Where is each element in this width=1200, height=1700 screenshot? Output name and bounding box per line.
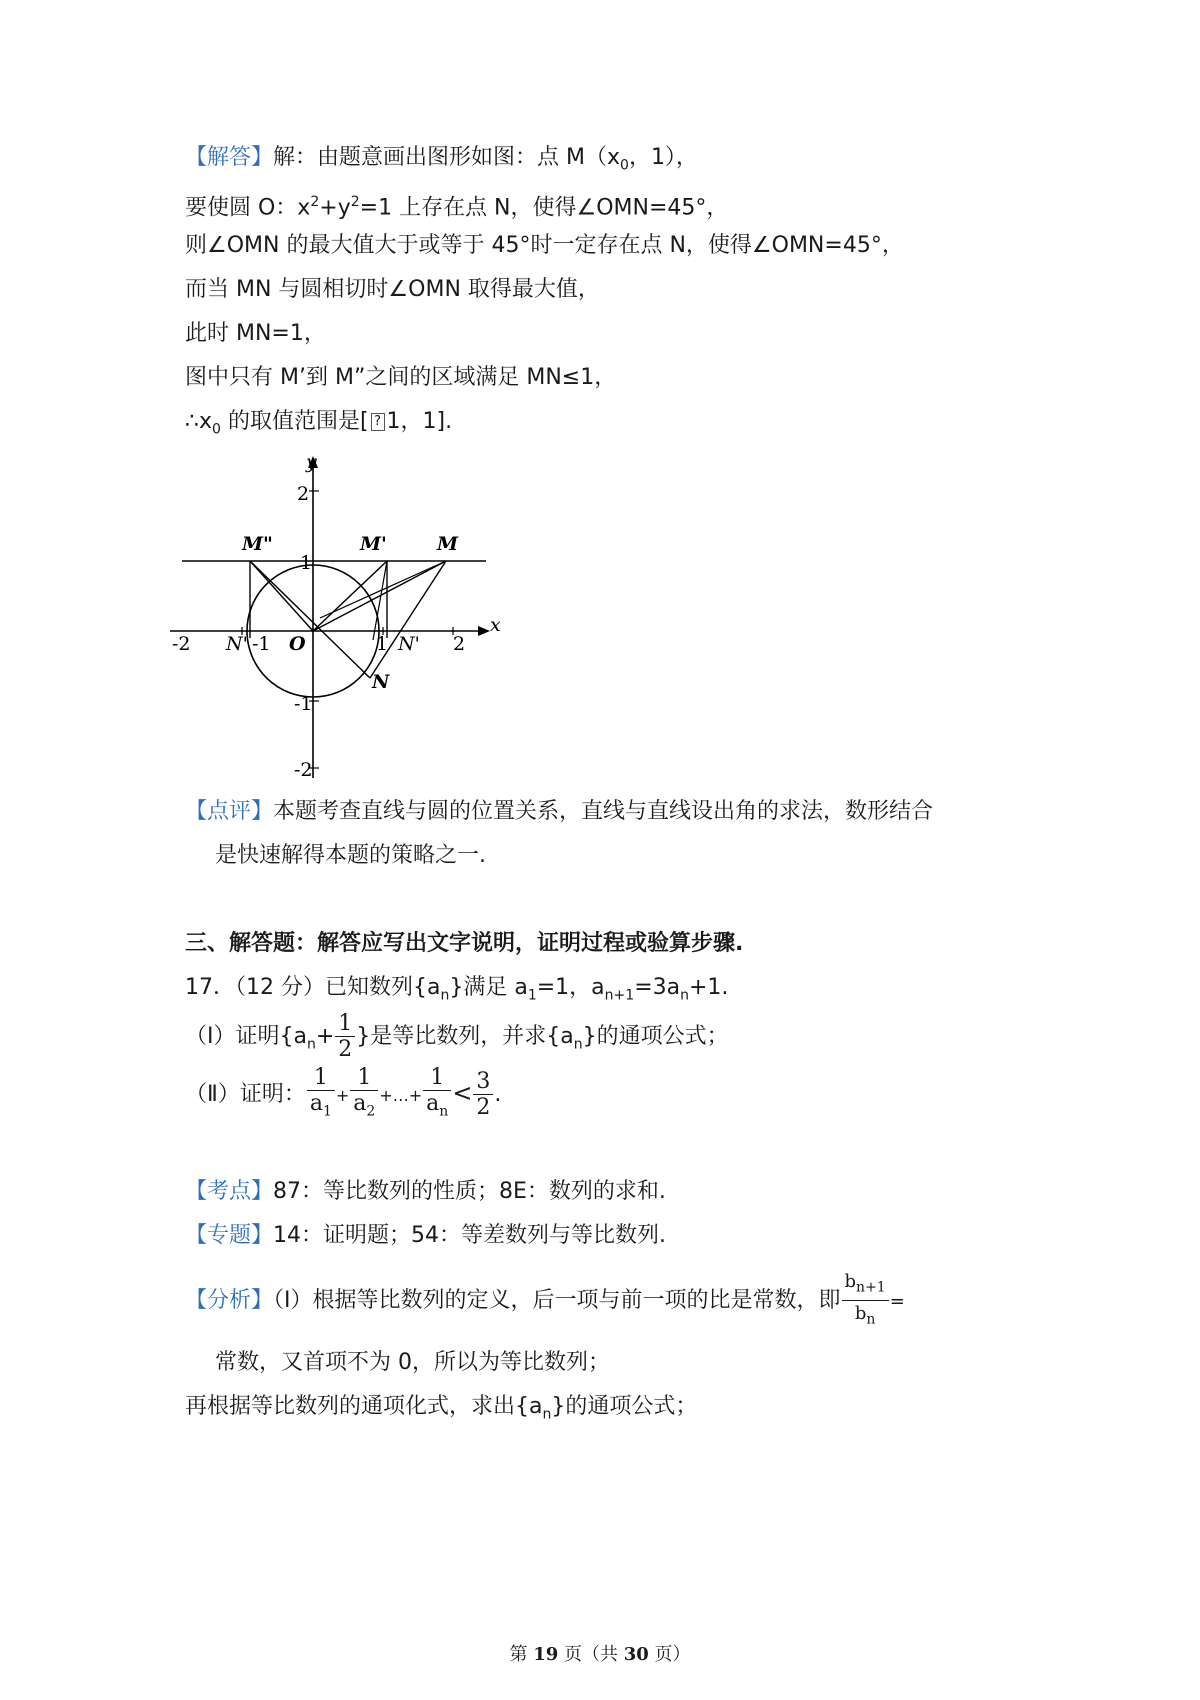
solution-line-7 <box>185 407 452 444</box>
label-point-m: M <box>437 533 459 555</box>
review-line-2: 是快速解得本题的策略之一. <box>215 843 486 868</box>
label-origin: O <box>289 633 306 655</box>
fraction-1-over-an <box>423 1066 451 1124</box>
den-var: a <box>309 1090 323 1116</box>
solution-text-1-end: ，1）， <box>628 145 698 170</box>
text: =1，a <box>536 975 605 1000</box>
denominator: 2 <box>338 1036 353 1062</box>
text: + <box>335 1086 350 1105</box>
solution-line-5: 此时 MN=1， <box>185 321 326 346</box>
numerator: 1 <box>335 1012 355 1037</box>
footer-text: 页） <box>648 1644 691 1665</box>
den-var: a <box>426 1090 440 1116</box>
q17-part2 <box>185 1063 501 1126</box>
review-tag: 【点评】 <box>185 799 274 824</box>
text: }的通项公式； <box>582 1024 729 1049</box>
text: + <box>315 1024 335 1049</box>
solution-text-1: 解：由题意画出图形如图：点 M（x <box>273 145 621 170</box>
tick-label-x-neg2: -2 <box>172 633 191 655</box>
tick-label-x-2: 2 <box>453 633 466 655</box>
subscript: 2 <box>366 1103 376 1120</box>
text: }满足 a <box>449 975 528 1000</box>
denominator <box>423 1091 451 1124</box>
page-number: 19 <box>533 1644 559 1665</box>
tick-label-y-2: 2 <box>297 483 310 505</box>
page-total: 30 <box>623 1644 649 1665</box>
kaodian-tag: 【考点】 <box>185 1179 274 1204</box>
subscript: 0 <box>212 421 221 438</box>
denominator <box>350 1091 378 1124</box>
subscript: 1 <box>322 1103 332 1120</box>
text: }是等比数列，并求{a <box>356 1024 574 1049</box>
fraction-one-half <box>335 1012 355 1063</box>
text: +y <box>319 195 351 221</box>
subscript: 1 <box>527 987 537 1004</box>
den-var: a <box>353 1090 367 1116</box>
superscript: 2 <box>310 194 320 210</box>
page-footer <box>0 1640 1200 1666</box>
solution-line-2 <box>185 187 728 223</box>
tick-label-x-1: 1 <box>376 633 389 655</box>
fenxi-tag: 【分析】 <box>185 1288 274 1314</box>
numerator: 1 <box>423 1066 451 1091</box>
review-text-1: 本题考查直线与圆的位置关系，直线与直线设出角的求法，数形结合 <box>273 799 934 824</box>
label-y: y <box>306 451 317 473</box>
text: < <box>452 1079 473 1107</box>
footer-text: 第 <box>509 1644 534 1665</box>
label-x: x <box>490 614 501 636</box>
numerator: 1 <box>307 1066 335 1091</box>
text: =3a <box>634 975 681 1000</box>
text: +…+ <box>379 1086 423 1105</box>
den-var: b <box>854 1302 867 1324</box>
text: 再根据等比数列的通项化式，求出{a <box>185 1394 543 1419</box>
subscript: n <box>439 1103 449 1120</box>
text: （Ⅱ）证明： <box>185 1082 306 1107</box>
tick-label-x-neg1: -1 <box>252 633 271 655</box>
subscript: n+1 <box>604 987 635 1004</box>
numerator <box>842 1270 889 1301</box>
fenxi-text-1: （Ⅰ）根据等比数列的定义，后一项与前一项的比是常数，即 <box>273 1288 841 1314</box>
text: . <box>494 1082 502 1107</box>
missing-glyph: ? <box>371 413 385 431</box>
label-point-m1: M' <box>360 533 387 555</box>
tick-label-y-neg1: -1 <box>294 693 313 715</box>
zhuanti-text: 14：证明题；54：等差数列与等比数列. <box>273 1223 666 1248</box>
denominator <box>842 1301 889 1333</box>
q17-head <box>185 973 728 1010</box>
coordinate-figure <box>170 448 510 788</box>
superscript: 2 <box>350 194 360 210</box>
zhuanti-tag: 【专题】 <box>185 1223 274 1248</box>
text: 17．（12 分）已知数列{a <box>185 975 441 1000</box>
numerator: 3 <box>473 1070 493 1095</box>
text: = <box>889 1291 905 1313</box>
fenxi-line-2: 常数，又首项不为 0，所以为等比数列； <box>215 1350 610 1375</box>
denominator <box>307 1091 335 1124</box>
x-axis-arrow <box>478 626 490 636</box>
subscript: n <box>866 1311 876 1328</box>
subscript: n <box>306 1036 316 1053</box>
fraction-1-over-a1 <box>307 1066 335 1124</box>
fenxi-line-1 <box>185 1270 905 1332</box>
text: +1. <box>688 975 729 1000</box>
section-heading: 三、解答题：解答应写出文字说明，证明过程或验算步骤. <box>185 931 744 956</box>
subscript: n <box>542 1406 552 1423</box>
fraction-bn1-over-bn <box>842 1270 889 1332</box>
numerator: 1 <box>350 1066 378 1091</box>
tick-label-y-neg2: -2 <box>294 759 313 781</box>
zhuanti-line <box>185 1221 666 1251</box>
fraction-1-over-a2 <box>350 1066 378 1124</box>
num-var: b <box>844 1271 857 1292</box>
label-point-n2: N' <box>226 633 248 655</box>
subscript: n+1 <box>856 1279 886 1296</box>
solution-line-6: 图中只有 M’到 M”之间的区域满足 MN≤1， <box>185 365 617 390</box>
text: ∴x <box>185 409 213 434</box>
fraction-three-halves <box>473 1070 493 1121</box>
subscript: n <box>573 1036 583 1053</box>
text: }的通项公式； <box>551 1394 698 1419</box>
text: 要使圆 O：x <box>185 195 311 221</box>
subscript: 0 <box>620 157 629 174</box>
solution-line-3: 则∠OMN 的最大值大于或等于 45°时一定存在点 N，使得∠OMN=45°， <box>185 233 904 258</box>
subscript: n <box>680 987 689 1004</box>
text: （Ⅰ）证明{a <box>185 1024 307 1049</box>
solution-line-4: 而当 MN 与圆相切时∠OMN 取得最大值， <box>185 277 600 302</box>
subscript: n <box>440 987 450 1004</box>
kaodian-line <box>185 1177 666 1207</box>
footer-text: 页（共 <box>558 1644 624 1665</box>
label-point-m2: M" <box>242 533 273 555</box>
tick-label-y-1: 1 <box>300 552 313 574</box>
segment-o-m <box>313 561 446 631</box>
label-point-n: N <box>372 671 390 693</box>
text: 1，1]. <box>386 409 453 434</box>
solution-tag: 【解答】 <box>185 145 274 170</box>
label-point-n1: N' <box>398 633 420 655</box>
review-line-1 <box>185 797 933 827</box>
kaodian-text: 87：等比数列的性质；8E：数列的求和. <box>273 1179 666 1204</box>
fenxi-line-3 <box>185 1392 697 1429</box>
solution-line-1 <box>185 143 698 180</box>
text: 的取值范围是[ <box>220 409 369 434</box>
text: =1 上存在点 N，使得∠OMN=45°， <box>359 195 729 221</box>
denominator: 2 <box>476 1094 491 1120</box>
